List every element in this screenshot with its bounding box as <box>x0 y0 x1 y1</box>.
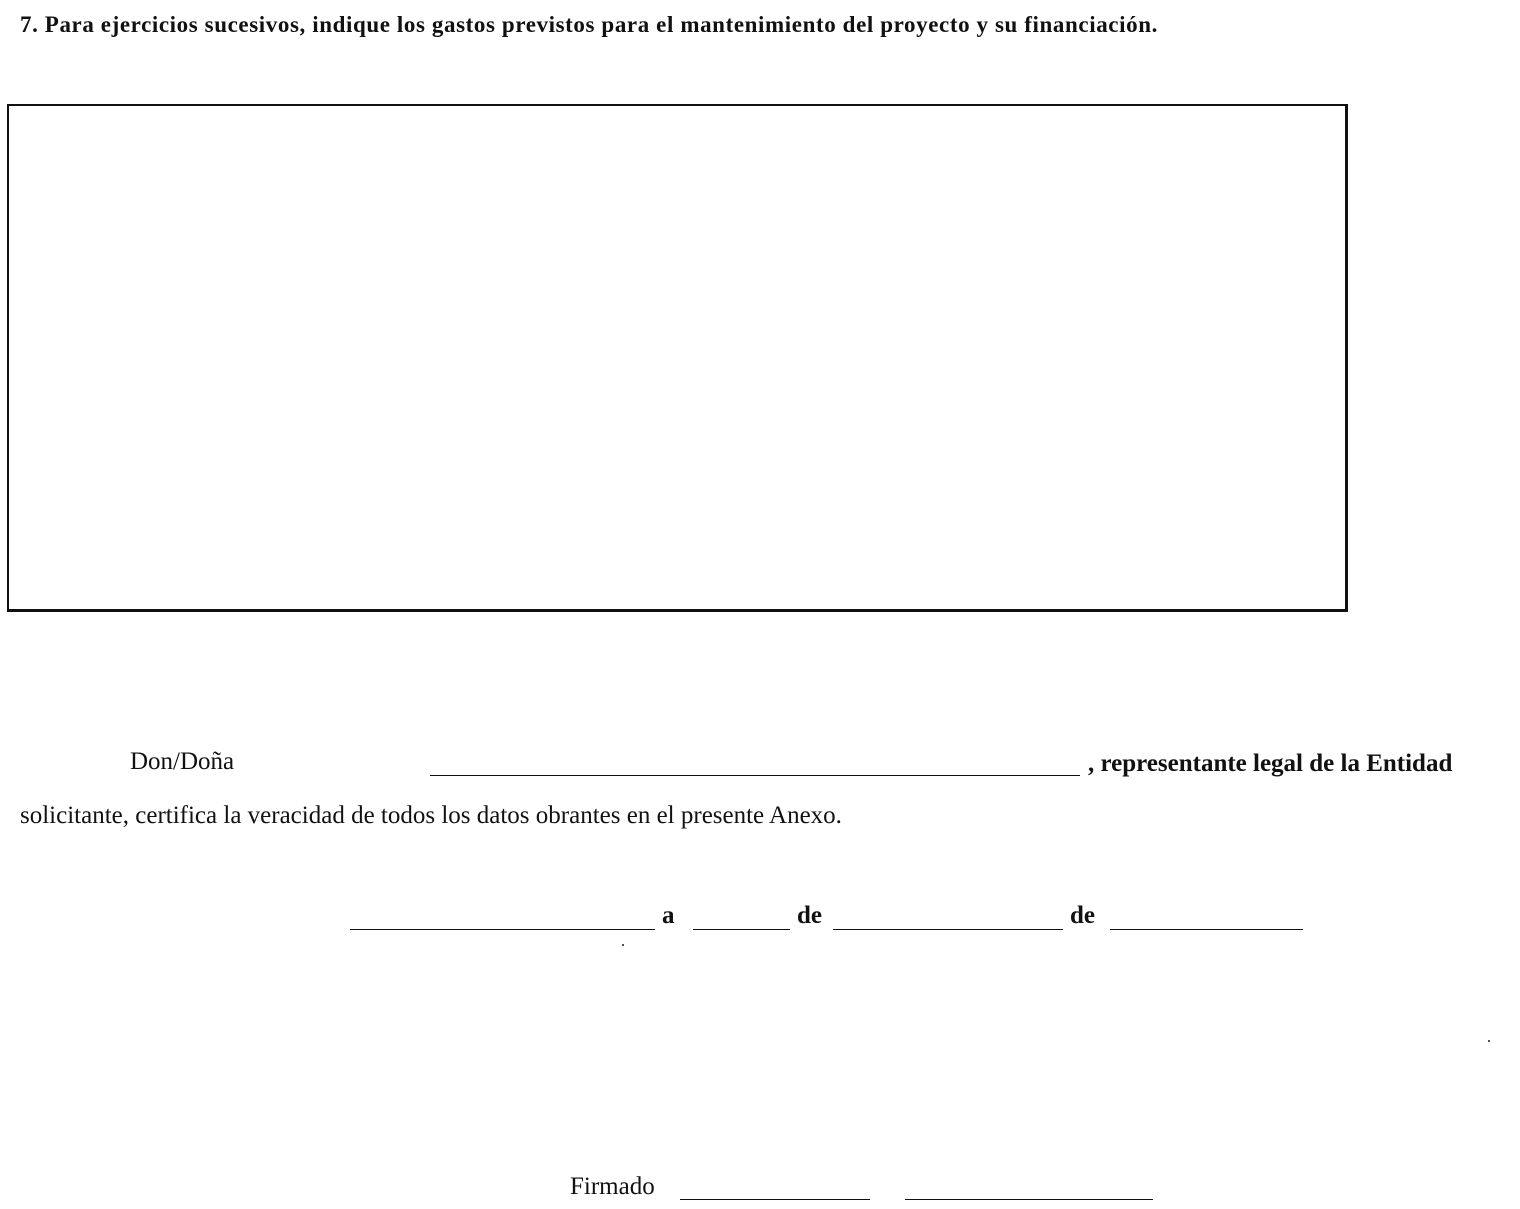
place-field[interactable] <box>350 929 655 930</box>
date-de-label-1: de <box>797 902 822 929</box>
scan-speck <box>1488 1040 1490 1042</box>
signature-field-2[interactable] <box>905 1199 1153 1200</box>
certification-statement: solicitante, certifica la veracidad de todos los datos obrantes en el presente Anexo. <box>20 802 842 829</box>
representative-suffix-text: , representante legal de la Entidad <box>1088 750 1453 777</box>
date-de-label-2: de <box>1070 902 1095 929</box>
signature-label: Firmado <box>570 1173 655 1200</box>
section-heading: 7. Para ejercicios sucesivos, indique los gastos previstos para el mantenimiento del proyecto y su financiación. <box>20 12 1158 37</box>
answer-textarea[interactable] <box>7 104 1348 612</box>
representative-name-field[interactable] <box>430 775 1080 776</box>
day-field[interactable] <box>693 929 790 930</box>
scan-speck <box>622 944 624 946</box>
month-field[interactable] <box>833 929 1063 930</box>
date-a-label: a <box>662 902 675 929</box>
don-dona-label: Don/Doña <box>130 748 235 775</box>
year-field[interactable] <box>1110 929 1303 930</box>
signature-field-1[interactable] <box>680 1199 870 1200</box>
